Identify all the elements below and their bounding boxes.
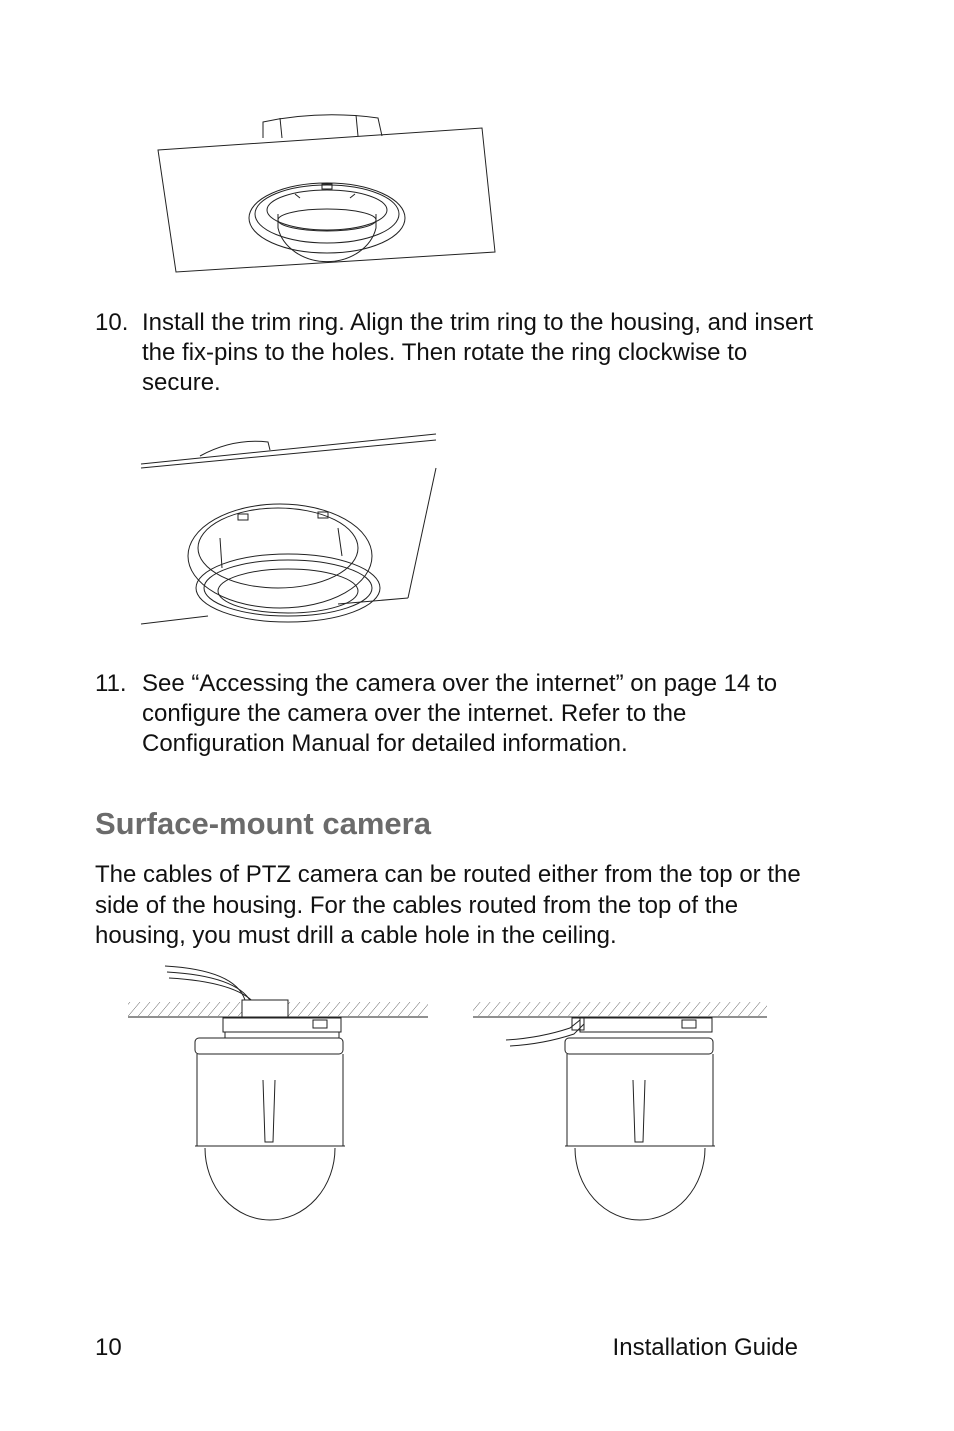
section-body: The cables of PTZ camera can be routed either from the top or the side of the housing. For the cables routed from the top of the housing, you must drill a cable hole in the ceiling. bbox=[95, 861, 801, 949]
step-text: See “Accessing the camera over the internet” on page 14 to configure the camera over the internet. Refer to the Configuration Manual for detailed information. bbox=[142, 670, 778, 757]
section-heading: Surface-mount camera bbox=[95, 806, 431, 841]
step-text: Install the trim ring. Align the trim ring to the housing, and insert the fix-pins to the holes. Then rotate the ring clockwise to secure. bbox=[142, 309, 814, 396]
step-10 bbox=[95, 308, 815, 398]
step-11 bbox=[95, 669, 815, 759]
surface-mount-side-cable-illustration bbox=[470, 990, 770, 1225]
page-number: 10 bbox=[95, 1334, 122, 1361]
step-number: 10. bbox=[95, 309, 129, 336]
ceiling-dome-illustration bbox=[150, 110, 500, 280]
document-title: Installation Guide bbox=[612, 1334, 798, 1361]
step-number: 11. bbox=[95, 670, 127, 697]
surface-mount-top-cable-illustration bbox=[125, 960, 435, 1225]
trim-ring-illustration bbox=[138, 428, 440, 630]
